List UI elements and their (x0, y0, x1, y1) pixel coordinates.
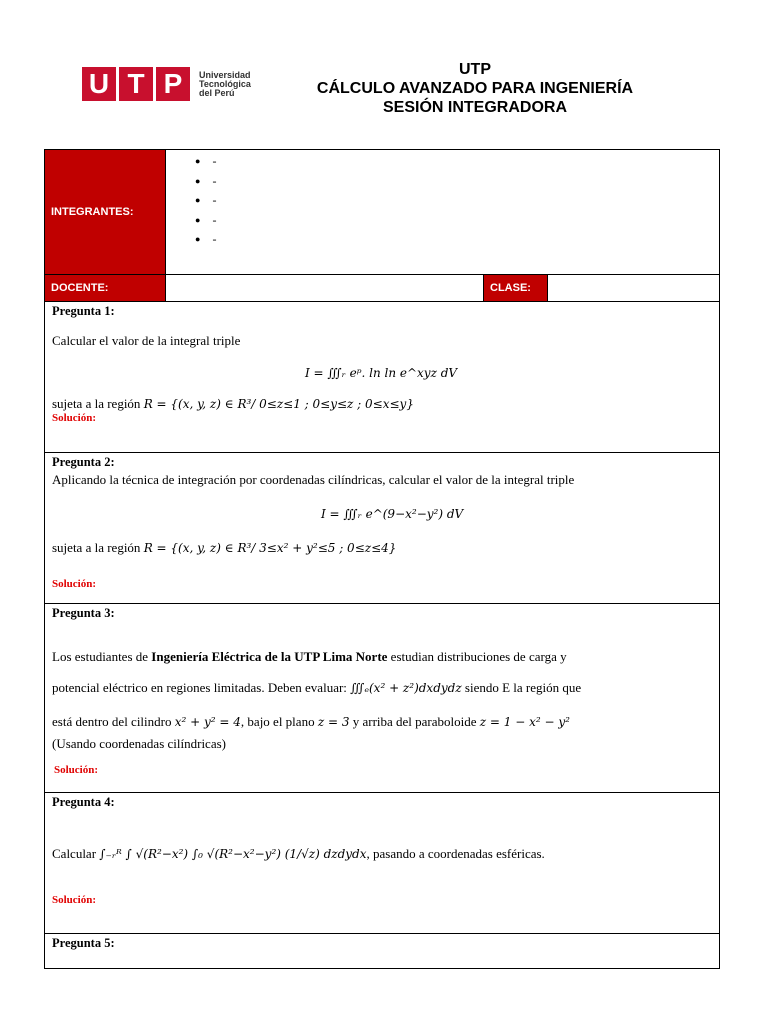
logo-letter-p: P (156, 67, 190, 101)
formula: z = 3 (317, 715, 350, 729)
question-text: Calcular el valor de la integral triple (52, 333, 241, 348)
formula: ∭ₑ(x² + z²)dxdydz (350, 681, 462, 695)
utp-logo (82, 67, 251, 101)
question-5 (45, 934, 719, 968)
question-text: Aplicando la técnica de integración por coordenadas cilíndricas, calcular el valor de la integral triple (52, 472, 575, 487)
logo-text (199, 71, 251, 98)
region-text (52, 396, 414, 412)
header-line-3: SESIÓN INTEGRADORA (382, 99, 567, 116)
docente-label: DOCENTE: (45, 275, 166, 301)
logo-text-line: Tecnológica (199, 78, 251, 89)
clase-label: CLASE: (484, 275, 548, 301)
text: y arriba del paraboloide (352, 714, 477, 729)
header-line-1: UTP (459, 61, 491, 78)
text: potencial eléctrico en regiones limitadas. Deben evaluar: (52, 680, 347, 695)
logo-letter-u: U (82, 67, 116, 101)
solution-label: Solución: (52, 894, 97, 906)
paragraph-line: (Usando coordenadas cilíndricas) (52, 736, 226, 751)
text: , bajo el plano (240, 714, 315, 729)
text: estudian distribuciones de carga y (390, 649, 567, 664)
integrantes-list (195, 152, 216, 250)
region-label: sujeta a la región (52, 396, 141, 411)
document-header (270, 60, 680, 117)
logo-text-line: del Perú (199, 87, 235, 98)
text: está dentro del cilindro (52, 714, 172, 729)
question-title: Pregunta 2: (52, 455, 115, 469)
list-item[interactable]: ● - (195, 152, 216, 172)
question-1 (45, 302, 719, 452)
logo-text-line: Universidad (199, 69, 251, 80)
solution-label: Solución: (54, 764, 99, 776)
formula: I = ∭ᵣ eᵖ. ln ln e^xyz dV (305, 366, 458, 380)
region-formula: R = {(x, y, z) ∈ R³/ 3≤x² + y²≤5 ; 0≤z≤4} (143, 541, 397, 555)
question-3 (45, 604, 719, 792)
question-title: Pregunta 4: (52, 795, 115, 809)
worksheet-table (44, 149, 720, 969)
region-label: sujeta a la región (52, 540, 141, 555)
list-item[interactable]: ● - (195, 191, 216, 211)
text: siendo E la región que (464, 680, 582, 695)
docente-field[interactable] (167, 275, 483, 301)
list-item[interactable]: ● - (195, 211, 216, 231)
paragraph-line (52, 714, 712, 730)
question-text (52, 846, 545, 862)
text: , pasando a coordenadas esféricas. (366, 846, 545, 861)
region-text (52, 540, 396, 556)
question-title: Pregunta 3: (52, 606, 115, 620)
formula: z = 1 − x² − y² (479, 715, 570, 729)
formula: ∫₋ᵣᴿ ∫ √(R²−x²) ∫₀ √(R²−x²−y²) (1/√z) dzdydx (99, 847, 367, 861)
list-item[interactable]: ● - (195, 172, 216, 192)
header-line-2: CÁLCULO AVANZADO PARA INGENIERÍA (316, 80, 634, 97)
question-title: Pregunta 1: (52, 304, 115, 318)
text: Los estudiantes de (52, 649, 149, 664)
solution-label: Solución: (52, 578, 97, 590)
clase-field[interactable] (549, 275, 719, 301)
text-bold: Ingeniería Eléctrica de la UTP Lima Norte (151, 649, 388, 664)
integrantes-label: INTEGRANTES: (45, 150, 166, 274)
question-4 (45, 793, 719, 933)
region-formula: R = {(x, y, z) ∈ R³/ 0≤z≤1 ; 0≤y≤z ; 0≤x≤y} (143, 397, 414, 411)
question-title: Pregunta 5: (52, 936, 115, 950)
logo-letter-t: T (119, 67, 153, 101)
question-2 (45, 453, 719, 603)
solution-label: Solución: (52, 412, 97, 424)
list-item[interactable]: ● - (195, 230, 216, 250)
paragraph-line (52, 680, 712, 696)
formula: I = ∭ᵣ e^(9−x²−y²) dV (321, 507, 464, 521)
formula: x² + y² = 4 (174, 715, 241, 729)
paragraph-line (52, 649, 712, 665)
text: Calcular (52, 846, 97, 861)
